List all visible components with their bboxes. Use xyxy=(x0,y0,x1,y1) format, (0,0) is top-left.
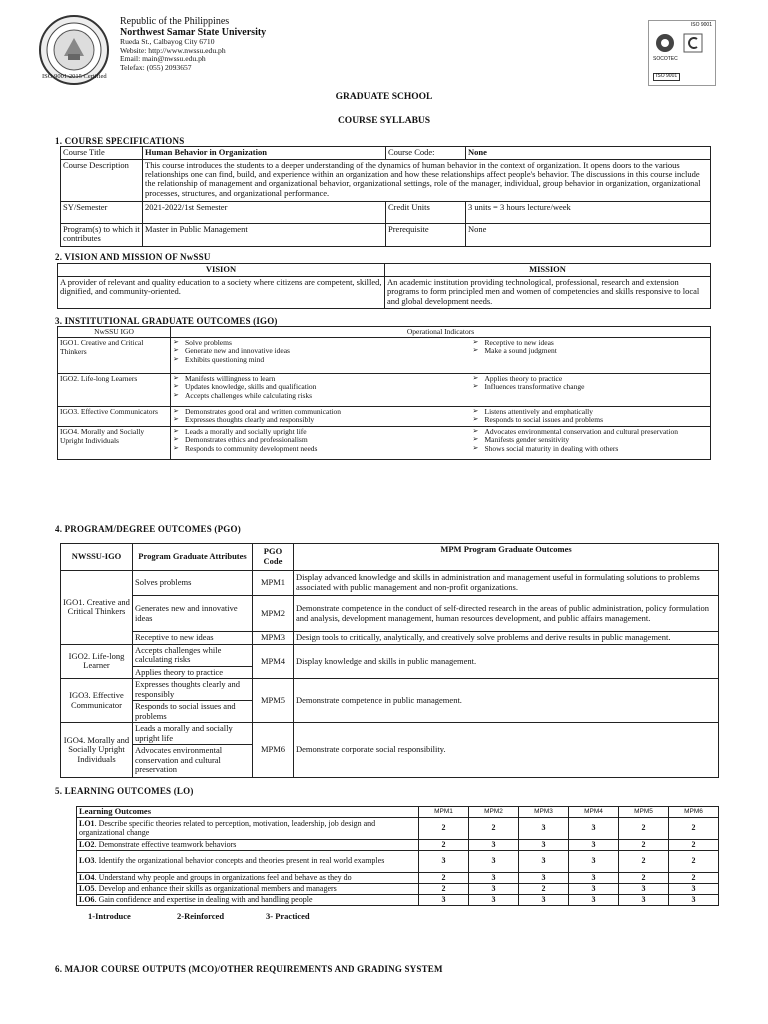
telefax-text: Telefax: (055) 2093657 xyxy=(120,62,192,72)
university-name: Northwest Samar State University xyxy=(120,27,267,39)
pgo-table: NWSSU-IGO Program Graduate Attributes PGO Code MPM Program Graduate Outcomes IGO1. Creative and Critical Thinkers Solves problems MPM1 Display advanced knowledge and skills in administration and management useful in formulating solutions to problems associated with public management and non-profit organizations. Generates new and innovative ideas MPM2 Demonstrate competence in the conduct of self-directed research in the areas of public administration, policy formulation and analysis, development management, human resources development, and public affairs management. Receptive to new ideas MPM3 Design tools to critically, analytically, and creatively solve problems and derive results in public management. IGO2. Life-long Learner Accepts challenges while calculating risks MPM4 Display knowledge and skills in public management. Applies theory to practice IGO3. Effective Communicator Expresses thoughts clearly and responsibly MPM5 Demonstrate competence in public management. Responds to social issues and problems IGO4. Morally and Socially Upright Individuals Leads a morally and socially upright life MPM6 Demonstrate corporate social responsibility. Advocates environmental conservation and cultural preservation xyxy=(60,543,719,778)
credit-units: 3 units = 3 hours lecture/week xyxy=(466,201,711,223)
program: Master in Public Management xyxy=(143,223,386,246)
sy-semester: 2021-2022/1st Semester xyxy=(143,201,386,223)
certification-badge: ISO 9001 SOCOTEC ISO 9001 xyxy=(648,20,716,86)
mission-text: An academic institution providing technological, professional, research and extension programs to form principled men and women of competencies and skills responsive to local and global development needs. xyxy=(385,276,711,308)
page-subtitle: COURSE SYLLABUS xyxy=(337,116,431,126)
email-text: Email: main@nwssu.edu.ph xyxy=(120,54,206,64)
learning-outcomes-table: Learning Outcomes MPM1 MPM2 MPM3 MPM4 MPM5 MPM6 LO1. Describe specific theories related to perception, motivation, leadership, job design and organizational change 2 2 3 3 2 2 LO2. Demonstrate effective teamwork behaviors 2 3 3 3 2 2 LO3. Identify the organizational behavior concepts and theories present in real world examples 3 3 3 3 2 2 LO4. Understand why people and groups in organizations feel and behave as they do 2 3 3 3 2 2 LO5. Develop and enhance their skills as organizational members and managers 2 3 2 3 3 3 LO6. Gain confidence and expertise in dealing with and handling people 3 3 3 3 3 3 xyxy=(76,806,719,906)
section5-heading: 5. LEARNING OUTCOMES (LO) xyxy=(55,786,194,796)
vision-mission-table: VISION MISSION A provider of relevant and quality education to a society where citizens are competent, skilled, dignified, and community-oriented. An academic institution providing technological, professional, research and extension programs to form principled men and women of competencies and skills responsive to local and global development needs. xyxy=(57,263,711,309)
section6-heading: 6. MAJOR COURSE OUTPUTS (MCO)/OTHER REQUIREMENTS AND GRADING SYSTEM xyxy=(55,964,443,974)
lo-row: LO4. Understand why people and groups in organizations feel and behave as they do 2 3 3 3 2 2 xyxy=(77,873,719,884)
socotec-logo-icon xyxy=(655,33,675,53)
legend-practiced: 3- Practiced xyxy=(266,911,310,921)
pgo-igo1: IGO1. Creative and Critical Thinkers xyxy=(61,571,133,645)
lo-row: LO1. Describe specific theories related to perception, motivation, leadership, job design and organizational change 2 2 3 3 2 2 xyxy=(77,818,719,840)
section2-heading: 2. VISION AND MISSION OF NwSSU xyxy=(55,252,211,262)
course-code: None xyxy=(466,147,711,160)
course-specifications-table: Course Title Human Behavior in Organization Course Code: None Course Description This course introduces the students to a deeper understanding of the dynamics of human behavior in the context of organization. It opens doors to the various relationships one can find, build, and experience within an organization and how these relationships affect people's behavior. The discussions in this course include the relationship of management and organizational behavior, organizational settings, role of the manager, individual, group behavior in organization, organizational processes, structures, and organizational performance. SY/Semester 2021-2022/1st Semester Credit Units 3 units = 3 hours lecture/week Program(s) to which it contributes Master in Public Management Prerequisite None xyxy=(60,146,711,247)
lo-row: LO6. Gain confidence and expertise in dealing with and handling people 3 3 3 3 3 3 xyxy=(77,895,719,906)
igo4-label: IGO4. Morally and Socially Upright Individuals xyxy=(58,427,171,460)
igo1-label: IGO1. Creative and Critical Thinkers xyxy=(58,338,171,374)
address-text: Rueda St., Calbayog City 6710 xyxy=(120,37,215,47)
lo-row: LO5. Develop and enhance their skills as organizational members and managers 2 3 2 3 3 3 xyxy=(77,884,719,895)
igo-table: NwSSU IGO Operational Indicators IGO1. Creative and Critical Thinkers ➢ Solve problems ➢ Generate new and innovative ideas ➢ Exhibits questioning mind ➢ Receptive to new ideas ➢ Make a sound judgment IGO2. Life-long Learners ➢ Manifests willingness to learn ➢ Updates knowledge, skills and qualification ➢ Accepts challenges while calculating risks ➢ Applies theory to practice ➢ Influences transformative change IGO3. Effective Communicators ➢ Demonstrates good oral and written communication ➢ Expresses thoughts clearly and responsibly ➢ Listens attentively and emphatically ➢ Responds to social issues and problems IGO4. Morally and Socially Upright Individuals ➢ Leads a morally and socially upright life ➢ Demonstrates ethics and professionalism ➢ Responds to community development needs ➢ Advocates environmental conservation and cultural preservation ➢ Manifests gender sensitivity ➢ Shows social maturity in dealing with others xyxy=(57,326,711,460)
course-title: Human Behavior in Organization xyxy=(143,147,386,160)
lo-row: LO3. Identify the organizational behavior concepts and theories present in real world examples 3 3 3 3 2 2 xyxy=(77,851,719,873)
iso-certified-label: ISO 9001:2015 Certified xyxy=(42,73,107,80)
prerequisite: None xyxy=(466,223,711,246)
pgo-igo4: IGO4. Morally and Socially Upright Individuals xyxy=(61,723,133,778)
section3-heading: 3. INSTITUTIONAL GRADUATE OUTCOMES (IGO) xyxy=(55,316,278,326)
website-text: Website: http://www.nwssu.edu.ph xyxy=(120,45,226,55)
section1-heading: 1. COURSE SPECIFICATIONS xyxy=(55,136,185,146)
pgo-igo2: IGO2. Life-long Learner xyxy=(61,644,133,679)
vision-text: A provider of relevant and quality education to a society where citizens are competent, skilled, dignified, and community-oriented. xyxy=(58,276,385,308)
legend-reinforced: 2-Reinforced xyxy=(177,911,225,921)
cert-c-icon xyxy=(683,33,703,53)
lo-row: LO2. Demonstrate effective teamwork behaviors 2 3 3 3 2 2 xyxy=(77,840,719,851)
legend-introduce: 1-Introduce xyxy=(88,911,131,921)
igo3-label: IGO3. Effective Communicators xyxy=(58,407,171,427)
course-description: This course introduces the students to a deeper understanding of the dynamics of human behavior in the context of organization. It opens doors to the various relationships one can find, build, and experience within an organization and how these relationships affect people's behavior. The discussions in this course include the relationship of management and organizational behavior, organizational settings, role of the manager, individual, group behavior in organization, organizational processes, structures, and organizational performance. xyxy=(143,159,711,201)
header-block xyxy=(120,16,266,72)
igo2-label: IGO2. Life-long Learners xyxy=(58,374,171,407)
pgo-igo3: IGO3. Effective Communicator xyxy=(61,679,133,723)
page-title: GRADUATE SCHOOL xyxy=(335,92,433,102)
republic-text: Republic of the Philippines xyxy=(120,16,230,27)
section4-heading: 4. PROGRAM/DEGREE OUTCOMES (PGO) xyxy=(55,524,241,534)
